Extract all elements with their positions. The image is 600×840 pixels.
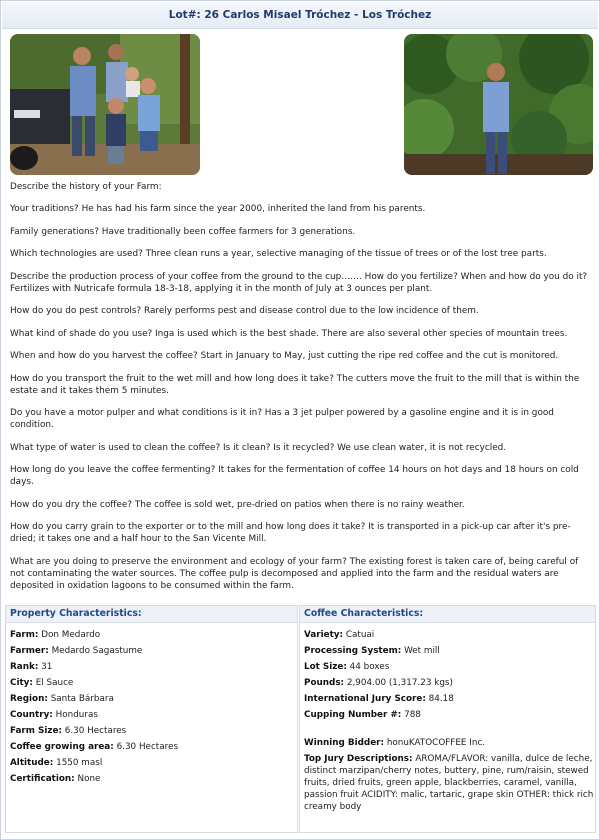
row-value: honuKATOCOFFEE Inc. <box>386 738 486 748</box>
row-value: 1550 masl <box>56 758 103 768</box>
property-row <box>10 741 297 753</box>
story-paragraph: What are you doing to preserve the environment and ecology of your farm? The existing forest is taken care of, being careful of not contaminating the water sources. The coffee pulp is decomposed and applied into the farm and the residual waters are deposited in oxidation lagoons to be consumed within the farm. <box>10 556 579 591</box>
row-value: 6.30 Hectares <box>64 726 127 736</box>
row-label: International Jury Score: <box>304 694 426 704</box>
story-paragraph: How long do you leave the coffee fermenting? It takes for the fermentation of coffee 14 hours on hot days and 18 hours on cold days. <box>10 465 579 487</box>
row-value: 44 boxes <box>349 662 390 672</box>
row-label: Lot Size: <box>304 662 347 672</box>
row-label: Altitude: <box>10 758 54 768</box>
property-row <box>10 757 297 769</box>
coffee-characteristics-panel <box>299 605 596 833</box>
story-paragraph: Your traditions? He has had his farm since the year 2000, inherited the land from his parents. <box>10 204 426 214</box>
row-label: Variety: <box>304 630 344 640</box>
coffee-row <box>304 709 595 721</box>
story-paragraph: How do you do pest controls? Rarely performs pest and disease control due to the low incidence of them. <box>10 306 479 316</box>
property-characteristics-panel <box>5 605 298 833</box>
row-value: 788 <box>404 710 421 720</box>
story-paragraph: How do you carry grain to the exporter or to the mill and how long does it take? It is transported in a pick-up car after it's pre-dried; it takes one and a half hour to the San Vicente Mill. <box>10 522 571 544</box>
row-label: Rank: <box>10 662 39 672</box>
row-value: 84.18 <box>428 694 454 704</box>
row-value: AROMA/FLAVOR: vanilla, dulce de leche, distinct marzipan/cherry notes, buttery, pine, rum/raisin, stewed fruits, dried fruits, green apple, blackberries, caramel, vanilla, passion fruit ACIDITY: malic, tartaric, grape skin OTHER: thick rich creamy body <box>304 754 594 812</box>
property-row <box>10 725 297 737</box>
row-value: 2,904.00 (1,317.23 kgs) <box>346 678 453 688</box>
property-row <box>10 661 297 673</box>
row-value: Honduras <box>55 710 98 720</box>
row-label: Region: <box>10 694 48 704</box>
row-value: El Sauce <box>35 678 74 688</box>
coffee-row <box>304 677 595 689</box>
row-value: Catuai <box>345 630 375 640</box>
row-label: Farm Size: <box>10 726 62 736</box>
coffee-row <box>304 629 595 641</box>
row-label: Pounds: <box>304 678 345 688</box>
row-label: Certification: <box>10 774 75 784</box>
story-paragraph: How do you dry the coffee? The coffee is sold wet, pre-dried on patios when there is no rainy weather. <box>10 499 465 510</box>
row-label: Coffee growing area: <box>10 742 114 752</box>
property-row <box>10 773 297 785</box>
property-row <box>10 645 297 657</box>
row-value: Medardo Sagastume <box>51 646 143 656</box>
row-label: Cupping Number #: <box>304 710 402 720</box>
story-paragraph: Do you have a motor pulper and what conditions is it in? Has a 3 jet pulper powered by a gasoline engine and it is in good condition. <box>10 408 554 430</box>
farmer-in-coffee-field-photo <box>404 34 593 175</box>
story-paragraph: Family generations? Have traditionally been coffee farmers for 3 generations. <box>10 226 356 237</box>
property-row <box>10 709 297 721</box>
property-heading: Property Characteristics: <box>6 606 297 623</box>
story-paragraph: Describe the history of your Farm: <box>10 182 162 192</box>
row-label: Winning Bidder: <box>304 738 385 748</box>
row-value: 31 <box>41 662 53 672</box>
row-label: Country: <box>10 710 53 720</box>
story-paragraph: When and how do you harvest the coffee? Start in January to May, just cutting the ripe red coffee and the cut is monitored. <box>10 351 559 361</box>
coffee-row <box>304 645 595 657</box>
property-row <box>10 677 297 689</box>
row-value: Wet mill <box>404 646 440 656</box>
story-paragraph: Which technologies are used? Three clean runs a year, selective managing of the tissue of trees or of the lost tree parts. <box>10 249 547 259</box>
story-paragraph: What type of water is used to clean the coffee? Is it clean? Is it recycled? We use clean water, it is not recycled. <box>10 442 507 453</box>
property-row <box>10 693 297 705</box>
row-label: City: <box>10 678 33 688</box>
story-paragraph: Describe the production process of your coffee from the ground to the cup……. How do you fertilize? When and how do you do it? Fertilizes with Nutricafe formula 18-3-18, applying it in the month of July at 3 ounces per plant. <box>10 271 588 294</box>
row-value: Santa Bárbara <box>50 694 114 704</box>
row-value: 6.30 Hectares <box>116 742 179 752</box>
row-label: Farmer: <box>10 646 49 656</box>
row-value: Don Medardo <box>41 630 101 640</box>
story-paragraph: How do you transport the fruit to the wet mill and how long does it take? The cutters move the fruit to the mill that is within the estate and it takes them 5 minutes. <box>10 373 580 396</box>
story-paragraph: What kind of shade do you use? Inga is used which is the best shade. There are also several other species of mountain trees. <box>10 328 568 339</box>
coffee-row <box>304 661 595 673</box>
row-label: Processing System: <box>304 646 402 656</box>
winning-bidder-row <box>304 737 595 749</box>
family-photo <box>10 34 200 175</box>
row-value: None <box>77 774 101 784</box>
top-jury-row <box>304 753 595 813</box>
coffee-row <box>304 693 595 705</box>
row-label: Top Jury Descriptions: <box>304 754 413 764</box>
lot-title: Lot#: 26 Carlos Misael Tróchez - Los Tróchez <box>2 2 598 29</box>
row-label: Farm: <box>10 630 39 640</box>
coffee-heading: Coffee Characteristics: <box>300 606 595 623</box>
farm-story <box>10 181 593 602</box>
property-row <box>10 629 297 641</box>
